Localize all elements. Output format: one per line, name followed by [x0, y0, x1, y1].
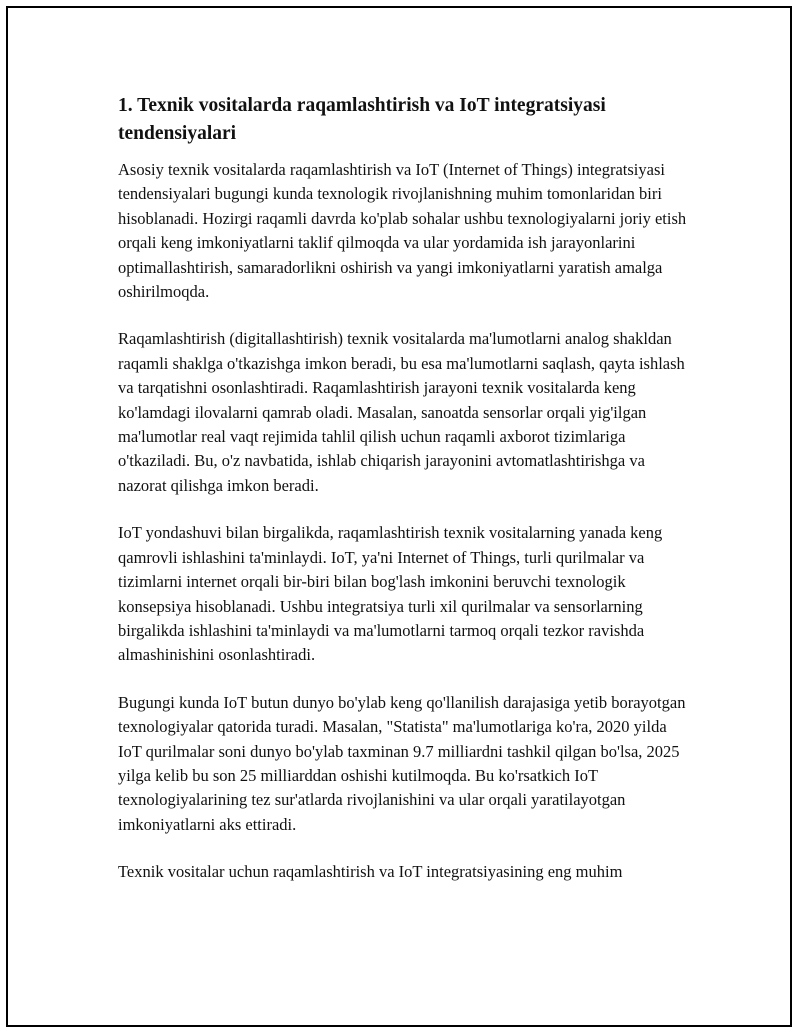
paragraph-4: Bugungi kunda IoT butun dunyo bo'ylab keng qo'llanilish darajasiga yetib borayotgan texnologiyalar qatorida turadi. Masalan, "Statista" ma'lumotlariga ko'ra, 2020 yilda IoT qurilmalar soni dunyo bo'ylab taxminan 9.7 milliardni tashkil qilgan bo'lsa, 2025 yilga kelib bu son 25 milliarddan oshishi kutilmoqda. Bu ko'rsatkich IoT texnologiyalarining tez sur'atlarda rivojlanishini va ular orqali yaratilayotgan imkoniyatlarni aks ettiradi.: [118, 692, 686, 834]
section-title: 1. Texnik vositalarda raqamlashtirish va IoT integratsiyasi tendensiyalari: [118, 95, 606, 144]
paragraph-1: Asosiy texnik vositalarda raqamlashtirish va IoT (Internet of Things) integratsiyasi tendensiyalari bugungi kunda texnologik rivojlanishning muhim tomonlaridan biri hisoblanadi. Hozirgi raqamli davrda ko'plab sohalar ushbu texnologiyalarni joriy etish orqali keng imkoniyatlarni taklif qilmoqda va ular yordamida ish jarayonlarini optimallashtirish, samaradorlikni oshirish va yangi imkoniyatlarni yaratish amalga oshirilmoqda.: [118, 160, 687, 302]
paragraph-5: Texnik vositalar uchun raqamlashtirish va IoT integratsiyasining eng muhim: [118, 862, 623, 882]
paragraph-3: IoT yondashuvi bilan birgalikda, raqamlashtirish texnik vositalarning yanada keng qamrovli ishlashini ta'minlaydi. IoT, ya'ni Internet of Things, turli qurilmalar va tizimlarni internet orqali bir-biri bilan bog'lash imkonini beruvchi texnologik konsepsiya hisoblanadi. Ushbu integratsiya turli xil qurilmalar va sensorlarning birgalikda ishlashini ta'minlaydi va ma'lumotlarni tarmoq orqali tezkor ravishda almashinishini osonlashtiradi.: [118, 523, 663, 665]
document-body: [118, 92, 690, 908]
paragraph-2: Raqamlashtirish (digitallashtirish) texnik vositalarda ma'lumotlarni analog shakldan raqamli shaklga o'tkazishga imkon beradi, bu esa ma'lumotlarni saqlash, qayta ishlash va tarqatishni osonlashtiradi. Raqamlashtirish jarayoni texnik vositalarda keng ko'lamdagi ilovalarni qamrab oladi. Masalan, sanoatda sensorlar orqali yig'ilgan ma'lumotlar real vaqt rejimida tahlil qilish uchun raqamli axborot tizimlariga o'tkaziladi. Bu, o'z navbatida, ishlab chiqarish jarayonini avtomatlashtirishga va nazorat qilishga imkon beradi.: [118, 329, 685, 495]
